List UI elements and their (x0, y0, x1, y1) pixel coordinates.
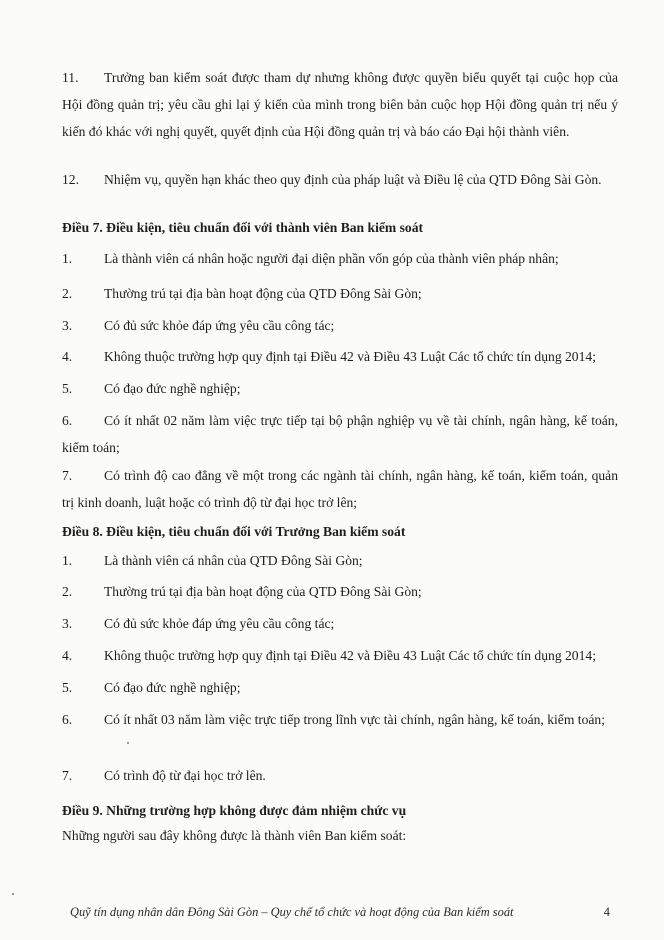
section-heading-article-9: Điều 9. Những trường hợp không được đảm nhiệm chức vụ (62, 803, 407, 818)
item-number: 2. (62, 584, 73, 599)
item-number: 3. (62, 318, 73, 333)
list-item (62, 610, 618, 637)
list-item (62, 578, 618, 605)
scan-speck (12, 893, 14, 895)
item-number: 7. (62, 768, 73, 783)
item-number: 3. (62, 616, 73, 631)
list-item (62, 343, 618, 370)
item-text: Có đạo đức nghề nghiệp; (104, 381, 241, 396)
item-number: 12. (62, 172, 79, 187)
item-text: Nhiệm vụ, quyền hạn khác theo quy định của pháp luật và Điều lệ của QTD Đông Sài Gòn. (104, 172, 602, 187)
item-number: 6. (62, 712, 73, 727)
item-text: Có đủ sức khỏe đáp ứng yêu cầu công tác; (104, 616, 335, 631)
item-number: 4. (62, 648, 73, 663)
item-text: Trưởng ban kiểm soát được tham dự nhưng không được quyền biểu quyết tại cuộc họp của Hội đồng quản trị; yêu cầu ghi lại ý kiến của mình trong biên bản cuộc họp Hội đồng quản trị nếu ý kiến đó khác với nghị quyết, quyết định của Hội đồng quản trị và báo cáo Đại hội thành viên. (62, 70, 618, 139)
paragraph: Những người sau đây không được là thành viên Ban kiểm soát: (62, 828, 407, 843)
item-text: Có đạo đức nghề nghiệp; (104, 680, 241, 695)
item-text: Thường trú tại địa bàn hoạt động của QTD Đông Sài Gòn; (104, 584, 422, 599)
item-number: 1. (62, 251, 73, 266)
list-item (62, 407, 618, 461)
list-item (62, 312, 618, 339)
item-number: 1. (62, 553, 73, 568)
list-item (62, 245, 618, 272)
item-number: 11. (62, 70, 79, 85)
item-text: Không thuộc trường hợp quy định tại Điều 42 và Điều 43 Luật Các tổ chức tín dụng 2014; (104, 349, 596, 364)
item-number: 6. (62, 413, 73, 428)
item-text: Thường trú tại địa bàn hoạt động của QTD Đông Sài Gòn; (104, 286, 422, 301)
footer-title: Quỹ tín dụng nhân dân Đông Sài Gòn – Quy chế tổ chức và hoạt động của Ban kiểm soát (70, 905, 514, 919)
item-text: Là thành viên cá nhân của QTD Đông Sài Gòn; (104, 553, 363, 568)
section-heading-article-7: Điều 7. Điều kiện, tiêu chuẩn đối với thành viên Ban kiểm soát (62, 220, 424, 235)
list-item (62, 166, 618, 193)
item-number: 5. (62, 381, 73, 396)
item-text: Có trình độ từ đại học trở lên. (104, 768, 266, 783)
item-text: Có ít nhất 02 năm làm việc trực tiếp tại bộ phận nghiệp vụ về tài chính, ngân hàng, kế toán, kiểm toán; (62, 413, 618, 455)
section-heading-article-8: Điều 8. Điều kiện, tiêu chuẩn đối với Trưởng Ban kiểm soát (62, 524, 406, 539)
list-item (62, 64, 618, 145)
list-item (62, 547, 618, 574)
item-text: Có trình độ cao đẳng về một trong các ngành tài chính, ngân hàng, kế toán, kiểm toán, quản trị kinh doanh, luật hoặc có trình độ từ đại học trở lên; (62, 468, 618, 510)
page-footer (70, 905, 610, 920)
list-item (62, 462, 618, 516)
scan-speck (127, 742, 129, 744)
list-item (62, 706, 618, 733)
list-item (62, 280, 618, 307)
item-number: 4. (62, 349, 73, 364)
item-text: Không thuộc trường hợp quy định tại Điều 42 và Điều 43 Luật Các tổ chức tín dụng 2014; (104, 648, 596, 663)
item-text: Có đủ sức khỏe đáp ứng yêu cầu công tác; (104, 318, 335, 333)
list-item (62, 642, 618, 669)
list-item (62, 674, 618, 701)
item-text: Có ít nhất 03 năm làm việc trực tiếp trong lĩnh vực tài chính, ngân hàng, kế toán, kiểm toán; (104, 712, 605, 727)
list-item (62, 762, 618, 789)
item-text: Là thành viên cá nhân hoặc người đại diện phần vốn góp của thành viên pháp nhân; (104, 251, 559, 266)
list-item (62, 375, 618, 402)
item-number: 5. (62, 680, 73, 695)
page-number: 4 (603, 905, 610, 919)
item-number: 7. (62, 468, 73, 483)
item-number: 2. (62, 286, 73, 301)
